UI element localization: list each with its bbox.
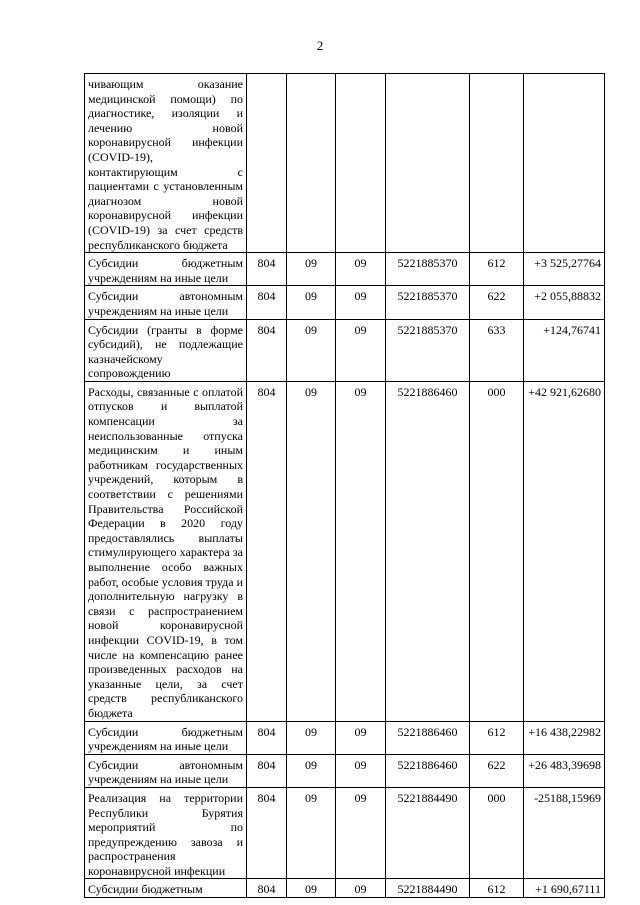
row-description: Субсидии автономным учреждениям на иные цели: [85, 754, 247, 787]
section-code: 09: [287, 319, 336, 381]
table-row: [85, 787, 605, 879]
budget-table: [84, 73, 605, 898]
amount: +1 690,67111: [524, 879, 605, 898]
ministry-code: 804: [247, 879, 287, 898]
target-code: 5221886460: [386, 754, 470, 787]
amount: +16 438,22982: [524, 721, 605, 754]
table-row: [85, 286, 605, 319]
expense-type-code: 633: [470, 319, 524, 381]
table-row: [85, 253, 605, 286]
row-description: Субсидии бюджетным учреждениям на иные цели: [85, 721, 247, 754]
target-code: [386, 74, 470, 253]
expense-type-code: 000: [470, 787, 524, 879]
page-number: 2: [316, 38, 324, 53]
section-code: 09: [287, 721, 336, 754]
section-code: 09: [287, 879, 336, 898]
ministry-code: 804: [247, 253, 287, 286]
expense-type-code: 612: [470, 879, 524, 898]
target-code: 5221884490: [386, 787, 470, 879]
target-code: 5221886460: [386, 381, 470, 721]
amount: +42 921,62680: [524, 381, 605, 721]
row-description: чивающим оказание медицинской помощи) по диагностике, изоляции и лечению новой коронавирусной инфекции (COVID-19), контактирующим с пациентами с установленным диагнозом новой коронавирусной инфекции (COVID-19) за счет средств республиканского бюджета: [85, 74, 247, 253]
row-description: Реализация на территории Республики Бурятия мероприятий по предупреждению завоза и распространения коронавирусной инфекции: [85, 787, 247, 879]
target-code: 5221886460: [386, 721, 470, 754]
subsection-code: 09: [336, 787, 386, 879]
subsection-code: 09: [336, 253, 386, 286]
section-code: 09: [287, 253, 336, 286]
table-row: [85, 754, 605, 787]
subsection-code: 09: [336, 286, 386, 319]
subsection-code: 09: [336, 381, 386, 721]
subsection-code: 09: [336, 879, 386, 898]
ministry-code: 804: [247, 754, 287, 787]
table-row: [85, 74, 605, 253]
amount: +2 055,88832: [524, 286, 605, 319]
expense-type-code: 000: [470, 381, 524, 721]
section-code: [287, 74, 336, 253]
table-row: [85, 721, 605, 754]
table-row: [85, 381, 605, 721]
amount: [524, 74, 605, 253]
subsection-code: [336, 74, 386, 253]
table-row: [85, 879, 605, 898]
table-row: [85, 319, 605, 381]
ministry-code: 804: [247, 721, 287, 754]
subsection-code: 09: [336, 754, 386, 787]
ministry-code: 804: [247, 286, 287, 319]
ministry-code: 804: [247, 787, 287, 879]
section-code: 09: [287, 754, 336, 787]
subsection-code: 09: [336, 721, 386, 754]
row-description: Расходы, связанные с оплатой отпусков и выплатой компенсации за неиспользованные отпуска медицинским и иным работникам государственных учреждений, которым в соответствии с решениями Правительства Российской Федерации в 2020 году предоставлялись выплаты стимулирующего характера за выполнение особо важных работ, особые условия труда и дополнительную нагрузку в связи с распространением новой коронавирусной инфекции COVID-19, в том числе на компенсацию ранее произведенных расходов на указанные цели, за счет средств республиканского бюджета: [85, 381, 247, 721]
expense-type-code: 622: [470, 286, 524, 319]
amount: +124,76741: [524, 319, 605, 381]
amount: +26 483,39698: [524, 754, 605, 787]
expense-type-code: [470, 74, 524, 253]
target-code: 5221885370: [386, 253, 470, 286]
target-code: 5221885370: [386, 286, 470, 319]
section-code: 09: [287, 787, 336, 879]
ministry-code: 804: [247, 319, 287, 381]
ministry-code: [247, 74, 287, 253]
subsection-code: 09: [336, 319, 386, 381]
row-description: Субсидии (гранты в форме субсидий), не подлежащие казначейскому сопровождению: [85, 319, 247, 381]
expense-type-code: 612: [470, 253, 524, 286]
amount: -25188,15969: [524, 787, 605, 879]
target-code: 5221884490: [386, 879, 470, 898]
section-code: 09: [287, 381, 336, 721]
ministry-code: 804: [247, 381, 287, 721]
expense-type-code: 612: [470, 721, 524, 754]
amount: +3 525,27764: [524, 253, 605, 286]
row-description: Субсидии автономным учреждениям на иные цели: [85, 286, 247, 319]
row-description: Субсидии бюджетным учреждениям на иные цели: [85, 253, 247, 286]
target-code: 5221885370: [386, 319, 470, 381]
expense-type-code: 622: [470, 754, 524, 787]
row-description: Субсидии бюджетным: [85, 879, 247, 898]
section-code: 09: [287, 286, 336, 319]
